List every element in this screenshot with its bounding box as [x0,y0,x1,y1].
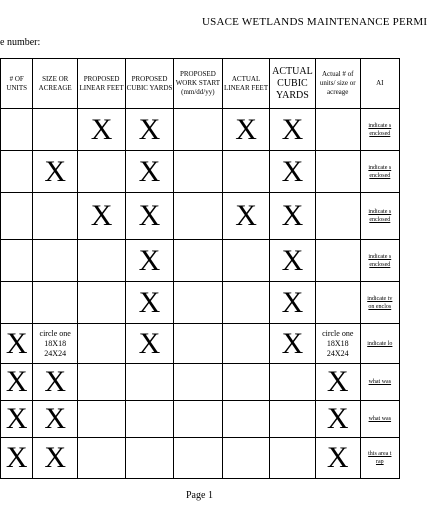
na-mark: X [44,154,67,188]
proposed-start-cell[interactable] [173,240,222,282]
proposed-cubic-cell[interactable] [126,240,173,282]
actual-units-cell[interactable] [315,364,360,401]
na-mark: X [326,402,349,435]
actual-cubic-cell[interactable] [270,240,316,282]
actual-units-cell[interactable] [315,240,360,282]
actual-units-cell[interactable] [315,401,360,438]
proposed-cubic-cell[interactable] [126,401,173,438]
na-mark: X [235,199,257,232]
proposed-linear-cell[interactable] [77,282,125,324]
units-cell[interactable] [1,282,33,324]
actual-linear-cell[interactable] [223,151,270,193]
units-cell[interactable] [1,364,33,401]
header-units: # OF UNITS [1,59,33,109]
na-mark: X [281,154,304,188]
na-mark: X [138,285,161,319]
size-cell[interactable] [33,240,77,282]
actual-linear-cell[interactable] [223,282,270,324]
proposed-linear-cell[interactable] [77,401,125,438]
na-mark: X [44,365,67,398]
maintenance-table [0,58,400,479]
units-cell[interactable] [1,109,33,151]
header-additional: AI [360,59,399,109]
form-title: USACE WETLANDS MAINTENANCE PERMI [202,16,427,28]
na-mark: X [281,243,304,277]
na-mark: X [5,441,28,474]
actual-units-cell[interactable] [315,282,360,324]
additional-cell: this area t rap [360,438,399,479]
size-option-24[interactable]: 24X24 [44,348,67,358]
size-cell[interactable] [33,364,77,401]
na-mark: X [281,326,304,360]
size-option-24[interactable]: 24X24 [326,348,349,358]
actual-linear-cell[interactable] [223,324,270,364]
proposed-start-cell[interactable] [173,364,222,401]
actual-cubic-cell[interactable] [270,282,316,324]
proposed-cubic-cell[interactable] [126,109,173,151]
proposed-linear-cell[interactable] [77,364,125,401]
proposed-start-cell[interactable] [173,324,222,364]
units-cell[interactable] [1,193,33,240]
actual-units-cell[interactable] [315,109,360,151]
header-actual-cubic: ACTUAL CUBIC YARDS [270,59,316,109]
actual-cubic-cell[interactable] [270,438,316,479]
size-cell[interactable] [33,282,77,324]
additional-cell: what was [360,364,399,401]
proposed-linear-cell[interactable] [77,438,125,479]
proposed-cubic-cell[interactable] [126,324,173,364]
table-row [1,401,400,438]
actual-units-cell[interactable] [315,151,360,193]
proposed-cubic-cell[interactable] [126,193,173,240]
na-mark: X [90,112,113,146]
page-number: Page 1 [186,490,213,501]
na-mark: X [281,199,304,232]
header-proposed-start: PROPOSED WORK START (mm/dd/yy) [173,59,222,109]
proposed-start-cell[interactable] [173,193,222,240]
proposed-linear-cell[interactable] [77,151,125,193]
na-mark: X [5,326,28,360]
additional-cell: indicate s enclosed [360,240,399,282]
additional-cell: indicate s enclosed [360,151,399,193]
units-cell[interactable] [1,401,33,438]
size-option-18[interactable]: 18X18 [326,338,349,348]
actual-linear-cell[interactable] [223,364,270,401]
na-mark: X [44,441,67,474]
actual-size-choice-cell[interactable] [315,324,360,364]
actual-cubic-cell[interactable] [270,109,316,151]
circle-one-label: circle one [322,328,354,338]
na-mark: X [281,112,304,146]
na-mark: X [90,199,113,232]
actual-cubic-cell[interactable] [270,324,316,364]
actual-units-cell[interactable] [315,193,360,240]
size-cell[interactable] [33,109,77,151]
size-cell[interactable] [33,193,77,240]
na-mark: X [138,243,161,277]
header-actual-linear: ACTUAL LINEAR FEET [223,59,270,109]
proposed-start-cell[interactable] [173,109,222,151]
units-cell[interactable] [1,438,33,479]
proposed-start-cell[interactable] [173,282,222,324]
size-cell[interactable] [33,401,77,438]
header-proposed-cubic: PROPOSED CUBIC YARDS [126,59,173,109]
size-option-18[interactable]: 18X18 [44,338,67,348]
table-row [1,109,400,151]
proposed-cubic-cell[interactable] [126,364,173,401]
proposed-linear-cell[interactable] [77,193,125,240]
proposed-cubic-cell[interactable] [126,438,173,479]
header-actual-units: Actual # of units/ size or acreage [315,59,360,109]
actual-linear-cell[interactable] [223,193,270,240]
na-mark: X [5,365,28,398]
additional-cell: indicate lo [360,324,399,364]
proposed-cubic-cell[interactable] [126,282,173,324]
additional-cell: what was [360,401,399,438]
table-row [1,193,400,240]
table-row [1,240,400,282]
additional-cell: indicate s enclosed [360,193,399,240]
size-cell[interactable] [33,151,77,193]
additional-cell: indicate s enclosed [360,109,399,151]
header-row [1,59,400,109]
na-mark: X [138,326,161,360]
na-mark: X [138,112,161,146]
units-cell[interactable] [1,324,33,364]
table-row [1,151,400,193]
actual-linear-cell[interactable] [223,109,270,151]
proposed-linear-cell[interactable] [77,240,125,282]
na-mark: X [326,441,349,474]
table-row [1,324,400,364]
na-mark: X [326,365,349,398]
units-cell[interactable] [1,151,33,193]
header-proposed-linear: PROPOSED LINEAR FEET [77,59,125,109]
actual-linear-cell[interactable] [223,240,270,282]
actual-cubic-cell[interactable] [270,151,316,193]
proposed-start-cell[interactable] [173,401,222,438]
actual-cubic-cell[interactable] [270,364,316,401]
header-size: SIZE OR ACREAGE [33,59,77,109]
size-choice-cell[interactable] [33,324,77,364]
units-cell[interactable] [1,240,33,282]
na-mark: X [235,112,257,146]
size-cell[interactable] [33,438,77,479]
na-mark: X [5,402,28,435]
proposed-start-cell[interactable] [173,151,222,193]
na-mark: X [44,402,67,435]
permit-number-label: e number: [0,37,41,48]
table-row [1,438,400,479]
table-row [1,282,400,324]
table-row [1,364,400,401]
circle-one-label: circle one [39,328,71,338]
na-mark: X [138,154,161,188]
proposed-linear-cell[interactable] [77,324,125,364]
proposed-start-cell[interactable] [173,438,222,479]
actual-units-cell[interactable] [315,438,360,479]
actual-cubic-cell[interactable] [270,401,316,438]
na-mark: X [281,285,304,319]
proposed-cubic-cell[interactable] [126,151,173,193]
actual-linear-cell[interactable] [223,401,270,438]
actual-cubic-cell[interactable] [270,193,316,240]
additional-cell: indicate tv on enclos [360,282,399,324]
na-mark: X [138,199,161,232]
proposed-linear-cell[interactable] [77,109,125,151]
actual-linear-cell[interactable] [223,438,270,479]
